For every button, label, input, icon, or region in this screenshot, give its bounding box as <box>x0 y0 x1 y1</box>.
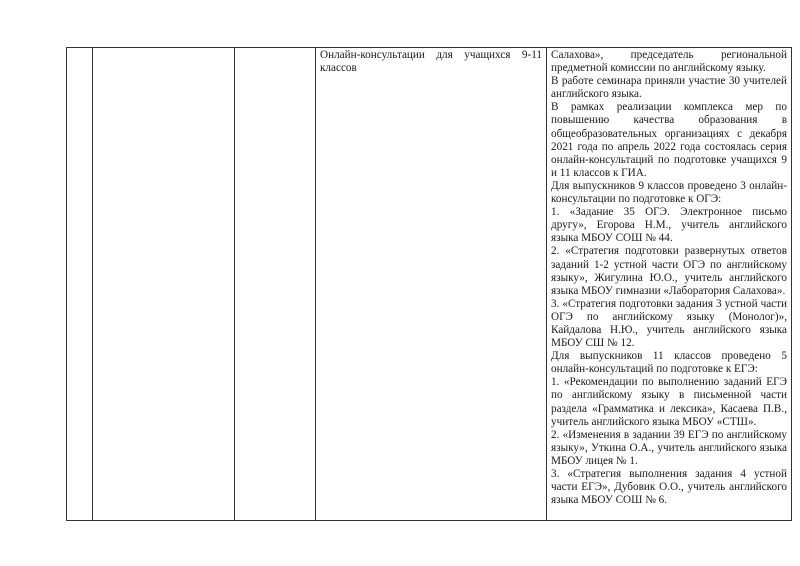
description-paragraph: 3. «Стратегия выполнения задания 4 устной части ЕГЭ», Дубовик О.О., учитель английского языка МБОУ СОШ № 6. <box>551 468 787 507</box>
activity-cell <box>316 48 547 520</box>
description-paragraph: В рамках реализации комплекса мер по повышению качества образования в общеобразовательных организациях с декабря 2021 года по апрель 2022 года состоялась серия онлайн-консультаций по подготовке учащихся 9 и 11 классов к ГИА. <box>551 101 787 179</box>
description-paragraph: 3. «Стратегия подготовки задания 3 устной части ОГЭ по английскому языку (Монолог)», Кайдалова Н.Ю., учитель английского языка МБОУ СШ № 12. <box>551 297 787 350</box>
description-paragraph: 1. «Рекомендации по выполнению заданий ЕГЭ по английскому языку в письменной части раздела «Грамматика и лексика», Касаева П.В., учитель английского языка МБОУ «СТШ». <box>551 376 787 428</box>
description-paragraph: Для выпускников 9 классов проведено 3 онлайн-консультации по подготовке к ОГЭ: <box>551 179 787 206</box>
description-cell <box>547 48 791 520</box>
number-cell <box>67 48 93 520</box>
description-paragraph: 1. «Задание 35 ОГЭ. Электронное письмо другу», Егорова Н.М., учитель английского языка МБОУ СОШ № 44. <box>551 206 787 245</box>
description-paragraph: 2. «Изменения в задании 39 ЕГЭ по английскому языку», Уткина О.А., учитель английского языка МБОУ лицея № 1. <box>551 428 787 467</box>
description-paragraph: 2. «Стратегия подготовки развернутых ответов заданий 1-2 устной части ОГЭ по английскому языку», Жигулина Ю.О., учитель английского языка МБОУ гимназии «Лаборатория Салахова». <box>551 245 787 297</box>
description-paragraph: Салахова», председатель региональной предметной комиссии по английскому языку. <box>551 49 787 75</box>
report-table <box>66 47 792 521</box>
description-paragraph: Для выпускников 11 классов проведено 5 онлайн-консультаций по подготовке к ЕГЭ: <box>551 350 787 376</box>
direction-cell <box>93 48 235 520</box>
activity-text: Онлайн-консультации для учащихся 9-11 классов <box>320 49 542 75</box>
date-cell <box>235 48 316 520</box>
description-paragraph: В работе семинара приняли участие 30 учителей английского языка. <box>551 75 787 101</box>
